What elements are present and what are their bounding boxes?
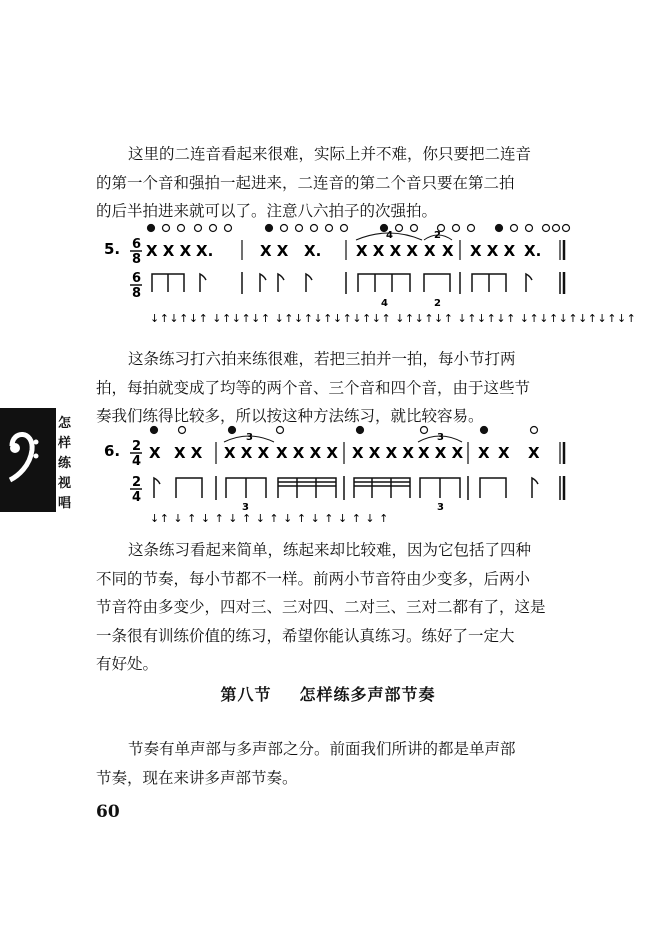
time-signature-bottom: 8 — [132, 252, 142, 267]
svg-text:X X X: X X X — [224, 444, 270, 462]
text-line: 节奏有单声部与多声部之分。前面我们所讲的都是单声部 — [128, 740, 516, 758]
page-number: 60 — [96, 802, 120, 822]
time-signature-top: 6 — [132, 237, 142, 252]
svg-text:X X: X X — [260, 242, 289, 260]
svg-text:X.: X. — [304, 242, 322, 260]
svg-text:X: X — [498, 444, 510, 462]
svg-text:X: X — [149, 444, 161, 462]
paragraph-3 — [96, 536, 576, 679]
section-name: 怎样练多声部节奏 — [299, 685, 436, 704]
exercise-number: 5. — [104, 240, 121, 258]
time-signature-top: 2 — [132, 439, 142, 454]
paragraph-1 — [96, 140, 576, 226]
side-tab-char: 唱 — [58, 496, 72, 511]
time-signature-bottom: 4 — [132, 490, 142, 505]
note-stems — [152, 272, 564, 294]
svg-text:X X X X: X X X X — [356, 242, 418, 260]
section-heading — [0, 682, 656, 705]
beat-arrows: ↓↑ ↓ ↑ ↓ ↑ ↓ ↑ ↓ ↑ ↓ ↑ ↓ ↑ ↓ ↑ ↓ ↑ — [150, 512, 389, 525]
tuplet-number: 3 — [242, 502, 249, 513]
side-chapter-tab — [0, 408, 56, 512]
side-tab-char: 视 — [58, 476, 72, 491]
tuplet-number: 3 — [437, 432, 444, 443]
text-line: 节奏，现在来讲多声部节奏。 — [96, 768, 298, 787]
text-line: 的第一个音和强拍一起进来，二连音的第二个音只要在第二拍 — [96, 173, 515, 192]
svg-text:X: X — [424, 242, 436, 260]
svg-text:X X: X X — [174, 444, 203, 462]
text-line: 一条很有训练价值的练习，希望你能认真练习。练好了一定大 — [96, 626, 515, 645]
rhythm-exercise-6 — [94, 424, 584, 524]
time-signature-top: 2 — [132, 475, 142, 490]
text-line: 拍，每拍就变成了均等的两个音、三个音和四个音，由于这些节 — [96, 378, 531, 397]
bass-clef-icon — [6, 416, 38, 496]
time-signature-bottom: 4 — [132, 454, 142, 469]
time-signature-bottom: 8 — [132, 286, 142, 301]
text-line: 奏我们练得比较多，所以按这种方法练习，就比较容易。 — [96, 407, 484, 425]
text-line: 节音符由多变少，四对三、三对四、二对三、三对二都有了，这是 — [96, 598, 546, 616]
svg-text:X: X — [442, 242, 454, 260]
text-line: 这条练习打六拍来练很难，若把三拍并一拍，每小节打两 — [128, 350, 516, 368]
paragraph-2 — [96, 345, 576, 431]
tuplet-number: 3 — [246, 432, 253, 443]
accent-markers — [148, 225, 570, 232]
svg-text:X X X: X X X — [146, 242, 192, 260]
svg-text:X X X: X X X — [470, 242, 516, 260]
side-tab-char: 样 — [58, 436, 72, 451]
side-tab-char: 练 — [58, 456, 72, 471]
side-tab-char: 怎 — [58, 416, 72, 431]
note-stems — [154, 476, 564, 500]
tuplet-number: 2 — [434, 230, 441, 241]
tuplet-number: 4 — [386, 230, 393, 241]
tuplet-number: 3 — [437, 502, 444, 513]
x-note-row — [149, 442, 564, 464]
text-line: 这条练习看起来简单，练起来却比较难，因为它包括了四种 — [128, 541, 532, 559]
text-line: 不同的节奏，每小节都不一样。前两小节音符由少变多，后两小 — [96, 569, 531, 588]
svg-text:X X X X: X X X X — [352, 444, 414, 462]
time-signature-top: 6 — [132, 271, 142, 286]
svg-text:X: X — [478, 444, 490, 462]
text-line: 有好处。 — [96, 655, 159, 673]
text-line: 的后半拍进来就可以了。注意八六拍子的次强拍。 — [96, 202, 438, 220]
paragraph-4 — [96, 735, 576, 792]
beat-arrows: ↓↑↓↑↓↑ ↓↑↓↑↓↑ ↓↑↓↑↓↑↓↑↓↑↓↑ ↓↑↓↑↓↑ ↓↑↓↑↓↑ ↓↑↓↑↓↑↓↑↓↑↓↑ — [150, 312, 637, 325]
tuplet-number: 2 — [434, 298, 441, 309]
x-note-row — [146, 240, 564, 260]
svg-text:X X X: X X X — [418, 444, 464, 462]
accent-markers — [151, 427, 538, 434]
svg-text:X X X X: X X X X — [276, 444, 338, 462]
svg-text:X.: X. — [524, 242, 542, 260]
tuplet-number: 4 — [381, 298, 388, 309]
svg-text:X: X — [528, 444, 540, 462]
rhythm-exercise-5 — [94, 218, 637, 328]
exercise-number: 6. — [104, 442, 121, 460]
text-line: 这里的二连音看起来很难，实际上并不难，你只要把二连音 — [128, 145, 532, 163]
section-number: 第八节 — [220, 685, 272, 704]
svg-text:X.: X. — [196, 242, 214, 260]
